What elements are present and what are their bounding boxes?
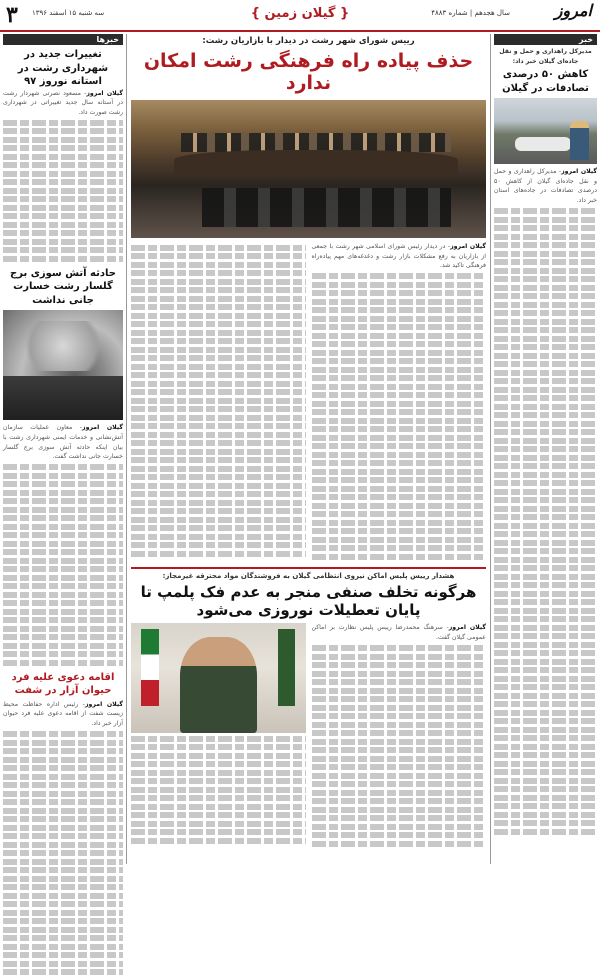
column-rule-left: [126, 34, 127, 864]
story-title: اقامه دعوی علیه فرد حیوان آزار در شفت: [11, 671, 115, 697]
story-lead: گیلان امروز: [561, 168, 597, 176]
story-text: - در دیدار رئیس شورای اسلامی شهر رشت با جمعی از بازاریان به رفع مشکلات بازار رشت و دغدغه‌های مهم پیاده‌راه فرهنگی تاکید شد.: [311, 243, 486, 270]
story-text: - معاون عملیات سازمان آتش‌نشانی و خدمات ایمنی شهرداری رشت با بیان اینکه حادثه آتش سوزی برج گلسار خسارت جانی نداشت گفت.: [3, 424, 123, 461]
story-text-filler: [494, 208, 597, 835]
news-tag: خبرها: [3, 34, 123, 45]
story-title: حادثه آتش سوزی برج گلسار رشت خسارت جانی نداشت: [10, 267, 116, 306]
story-body: [3, 423, 123, 461]
meeting-photo: [131, 100, 486, 238]
section-title: { گیلان زمین }: [250, 6, 350, 21]
story-text-filler: [3, 731, 123, 975]
right-column: [494, 34, 597, 837]
main-story-text-col: [312, 242, 487, 562]
story-text: - رئیس اداره حفاظت محیط زیست شفت از اقامه دعوی علیه فرد حیوان آزار خبر داد.: [3, 700, 123, 727]
newspaper-logo: امروز: [554, 1, 592, 20]
second-story-headline: هرگونه تخلف صنفی منجر به عدم فک پلمپ تا پایان تعطیلات نوروزی می‌شود: [140, 583, 477, 620]
section-divider: [131, 567, 486, 569]
story-text-filler: [3, 120, 123, 262]
story-body: [494, 167, 597, 205]
story-lead: گیلان امروز: [448, 624, 487, 632]
story-body: [3, 89, 123, 118]
story-body: [312, 242, 487, 271]
main-story-text-col: [131, 242, 306, 562]
story-text: - مدیرکل راهداری و حمل و نقل جاده‌ای گیلان از کاهش ۵۰ درصدی تصادفات در جاده‌های استان خبر داد.: [494, 168, 597, 205]
news-tag: خبر: [494, 34, 597, 45]
story-body: [3, 700, 123, 729]
road-photo: [494, 98, 597, 164]
left-column: [3, 34, 123, 978]
story-title: کاهش ۵۰ درصدی تصادفات در گیلان: [502, 69, 589, 94]
story-body: [312, 623, 487, 642]
fire-photo: [3, 310, 123, 420]
story-text: - مسعود نصرتی شهردار رشت در آستانه سال جدید تغییراتی در شهرداری رشت صورت داد.: [3, 89, 123, 116]
issue-date: سه شنبه ۱۵ اسفند ۱۳۹۶: [32, 9, 105, 17]
story-kicker: مدیرکل راهداری و حمل و نقل جاده‌ای گیلان خبر داد:: [499, 48, 592, 65]
issue-number: سال هجدهم | شماره ۴۸۸۳: [431, 9, 510, 17]
column-rule-right: [490, 34, 491, 864]
section-label: گیلان زمین: [264, 6, 336, 21]
page-number: ۳: [6, 2, 18, 28]
main-story-body: [131, 242, 486, 562]
police-chief-photo: [131, 623, 306, 733]
second-story-kicker: هشدار رییس پلیس اماکن نیروی انتظامی گیلان به فروشندگان مواد محترقه غیرمجاز:: [162, 572, 455, 581]
second-story-body: [131, 623, 486, 849]
story-lead: گیلان امروز: [86, 89, 124, 97]
story-text: - سرهنگ محمدرضا رییس پلیس نظارت بر اماکن عمومی گیلان گفت.: [311, 624, 486, 641]
second-story-photo-col: [131, 623, 306, 849]
story-lead: گیلان امروز: [450, 243, 486, 250]
main-story-kicker: رییس شورای شهر رشت در دیدار با بازاریان رشت:: [202, 36, 415, 46]
story-text-filler: [3, 464, 123, 666]
story-title: تغییرات جدید در شهرداری رشت در استانه نوروز ۹۷: [17, 49, 109, 87]
second-story-text-col: [312, 623, 487, 849]
story-lead: گیلان امروز: [85, 700, 123, 708]
main-story-headline: حذف پیاده راه فرهنگی رشت امکان ندارد: [143, 50, 474, 94]
story-lead: گیلان امروز: [82, 424, 124, 432]
main-column: [131, 34, 486, 849]
